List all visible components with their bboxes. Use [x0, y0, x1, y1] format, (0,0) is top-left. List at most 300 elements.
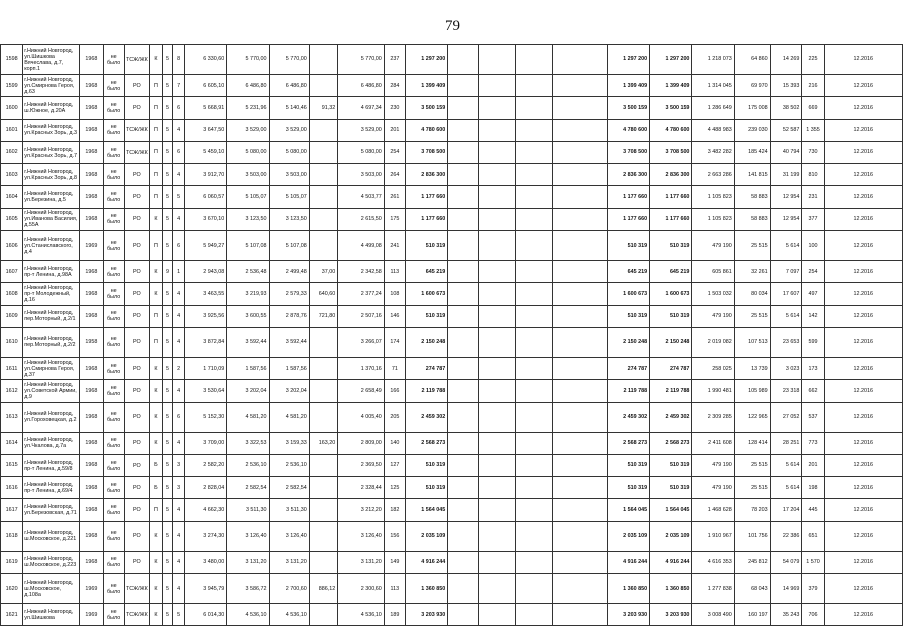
table-cell: 239 030: [734, 119, 770, 141]
table-cell: П: [150, 164, 163, 186]
table-cell: 5: [162, 186, 173, 208]
table-cell: 113: [384, 261, 405, 283]
table-cell: 377: [802, 208, 824, 230]
table-cell: 32 261: [734, 261, 770, 283]
table-cell: 1968: [80, 499, 103, 521]
table-cell: 2 035 109: [607, 521, 649, 551]
table-cell: 2 828,04: [184, 477, 226, 499]
table-cell: К: [150, 380, 163, 402]
table-cell: 5: [162, 477, 173, 499]
table-cell: 1 910 967: [692, 521, 734, 551]
table-cell: 510 319: [650, 305, 692, 327]
table-cell: 662: [802, 380, 824, 402]
table-cell: РО: [124, 97, 149, 119]
table-cell: 3 266,07: [338, 327, 385, 357]
table-cell: 5: [162, 574, 173, 604]
table-cell: г.Нижний Новгород, пр-т Ленина, д.69/4: [23, 477, 80, 499]
table-cell: [478, 164, 515, 186]
table-cell: 2 568 273: [405, 432, 447, 454]
table-cell: 1616: [1, 477, 23, 499]
table-cell: 3 203 930: [650, 604, 692, 626]
table-cell: 537: [802, 402, 824, 432]
table-cell: ТСЖ/ЖК: [124, 604, 149, 626]
table-cell: 1 710,09: [184, 357, 226, 379]
table-cell: 1968: [80, 75, 103, 97]
table-cell: [515, 521, 552, 551]
table-cell: [478, 97, 515, 119]
table-cell: 5 770,00: [227, 45, 269, 75]
table-cell: [552, 231, 607, 261]
table-cell: 5 614: [770, 305, 802, 327]
table-cell: 2 499,48: [269, 261, 309, 283]
table-cell: 1618: [1, 521, 23, 551]
table-cell: 12.2016: [824, 327, 902, 357]
table-cell: 1604: [1, 186, 23, 208]
table-cell: 2 369,50: [338, 454, 385, 476]
table-cell: 1608: [1, 283, 23, 305]
table-cell: П: [150, 97, 163, 119]
table-cell: 107 513: [734, 327, 770, 357]
table-cell: 3: [173, 454, 185, 476]
table-cell: [552, 402, 607, 432]
table-cell: 4: [173, 380, 185, 402]
table-cell: г.Нижний Новгород, ул.Смирнова Героя, д.37: [23, 357, 80, 379]
table-cell: 1 177 660: [405, 186, 447, 208]
table-cell: г.Нижний Новгород, ул.Шишкова: [23, 604, 80, 626]
table-row: [1, 499, 903, 521]
table-cell: не было: [103, 551, 124, 573]
table-cell: 4 780 600: [607, 119, 649, 141]
table-cell: 1 218 073: [692, 45, 734, 75]
table-cell: 3 131,20: [338, 551, 385, 573]
table-cell: 599: [802, 327, 824, 357]
table-cell: 1601: [1, 119, 23, 141]
table-cell: не было: [103, 186, 124, 208]
table-cell: 3 529,00: [269, 119, 309, 141]
table-cell: 3 647,50: [184, 119, 226, 141]
table-cell: 12.2016: [824, 551, 902, 573]
table-cell: г.Нижний Новгород, ул.Гороховецкая, д.2: [23, 402, 80, 432]
table-cell: 1968: [80, 305, 103, 327]
table-cell: 5 080,00: [227, 141, 269, 163]
table-row: [1, 231, 903, 261]
table-cell: 128 414: [734, 432, 770, 454]
table-cell: 22 386: [770, 521, 802, 551]
table-cell: 12.2016: [824, 164, 902, 186]
table-cell: [448, 327, 479, 357]
table-cell: [478, 357, 515, 379]
table-cell: [309, 604, 338, 626]
table-cell: [515, 604, 552, 626]
table-cell: [515, 283, 552, 305]
table-cell: 3: [173, 477, 185, 499]
table-cell: 12.2016: [824, 119, 902, 141]
table-cell: 100: [802, 231, 824, 261]
table-cell: 241: [384, 231, 405, 261]
table-cell: 201: [384, 119, 405, 141]
table-cell: [552, 75, 607, 97]
table-cell: г.Нижний Новгород, пер.Моторный, д.2/2: [23, 327, 80, 357]
table-cell: 3 500 159: [607, 97, 649, 119]
table-cell: 25 515: [734, 454, 770, 476]
table-cell: не было: [103, 499, 124, 521]
table-cell: [309, 499, 338, 521]
table-cell: [515, 261, 552, 283]
table-cell: 1 177 660: [650, 208, 692, 230]
table-cell: РО: [124, 305, 149, 327]
table-cell: г.Нижний Новгород, ул.Чкалова, д.7а: [23, 432, 80, 454]
table-cell: 101 756: [734, 521, 770, 551]
table-cell: 8: [173, 45, 185, 75]
table-cell: 1 360 850: [607, 574, 649, 604]
table-cell: 2 568 273: [650, 432, 692, 454]
table-cell: 479 190: [692, 477, 734, 499]
table-cell: 2 663 286: [692, 164, 734, 186]
table-cell: 1968: [80, 402, 103, 432]
table-cell: [448, 604, 479, 626]
table-cell: РО: [124, 164, 149, 186]
table-cell: г.Нижний Новгород, ш.Южное, д.20А: [23, 97, 80, 119]
table-cell: 510 319: [607, 231, 649, 261]
table-cell: 1 399 409: [607, 75, 649, 97]
table-cell: г.Нижний Новгород, ул.Советской Армии, д.9: [23, 380, 80, 402]
table-cell: РО: [124, 454, 149, 476]
table-cell: 2 582,20: [184, 454, 226, 476]
table-cell: [448, 499, 479, 521]
table-cell: г.Нижний Новгород, ул.Красных Зорь, д.8: [23, 164, 80, 186]
table-cell: 2 836 300: [650, 164, 692, 186]
table-cell: К: [150, 432, 163, 454]
table-cell: 1 297 200: [650, 45, 692, 75]
table-cell: 5: [173, 186, 185, 208]
table-cell: 4 662,30: [184, 499, 226, 521]
table-cell: 2 582,54: [269, 477, 309, 499]
table-cell: 510 319: [405, 231, 447, 261]
table-cell: [515, 119, 552, 141]
table-cell: 254: [384, 141, 405, 163]
table-cell: РО: [124, 208, 149, 230]
table-cell: 12.2016: [824, 477, 902, 499]
table-cell: 15 393: [770, 75, 802, 97]
table-cell: П: [150, 327, 163, 357]
table-cell: 2 507,16: [338, 305, 385, 327]
table-cell: 3 131,20: [227, 551, 269, 573]
table-cell: 1620: [1, 574, 23, 604]
table-cell: 3 202,04: [269, 380, 309, 402]
table-cell: 1613: [1, 402, 23, 432]
table-cell: [448, 75, 479, 97]
table-cell: 3 708 500: [405, 141, 447, 163]
table-cell: не было: [103, 261, 124, 283]
table-cell: 1598: [1, 45, 23, 75]
table-cell: 2 836 300: [607, 164, 649, 186]
table-cell: г.Нижний Новгород, ул.Станиславского, д.4: [23, 231, 80, 261]
table-cell: 7 097: [770, 261, 802, 283]
table-cell: 4 005,40: [338, 402, 385, 432]
table-cell: 274 787: [405, 357, 447, 379]
table-cell: [552, 261, 607, 283]
table-cell: 1968: [80, 45, 103, 75]
table-cell: 3 023: [770, 357, 802, 379]
table-cell: 1 600 673: [650, 283, 692, 305]
table-cell: 274 787: [607, 357, 649, 379]
table-cell: [478, 261, 515, 283]
table-row: [1, 432, 903, 454]
table-cell: 4: [173, 119, 185, 141]
table-cell: П: [150, 499, 163, 521]
table-cell: 1 570: [802, 551, 824, 573]
table-cell: 14 269: [770, 45, 802, 75]
table-cell: 1615: [1, 454, 23, 476]
table-cell: [478, 402, 515, 432]
table-cell: 12.2016: [824, 75, 902, 97]
table-cell: [448, 208, 479, 230]
table-cell: 6 605,10: [184, 75, 226, 97]
table-cell: 127: [384, 454, 405, 476]
table-cell: 4: [173, 327, 185, 357]
table-row: [1, 357, 903, 379]
table-body: [1, 45, 903, 626]
table-cell: 6 486,80: [338, 75, 385, 97]
table-cell: 1968: [80, 208, 103, 230]
table-cell: 3 872,84: [184, 327, 226, 357]
table-row: [1, 454, 903, 476]
table-row: [1, 477, 903, 499]
table-cell: 4 581,20: [227, 402, 269, 432]
table-cell: 5: [162, 208, 173, 230]
table-cell: 1607: [1, 261, 23, 283]
table-cell: 1 177 660: [405, 208, 447, 230]
table-cell: 5: [162, 305, 173, 327]
table-cell: К: [150, 604, 163, 626]
table-cell: 142: [802, 305, 824, 327]
table-cell: 12.2016: [824, 231, 902, 261]
table-cell: К: [150, 283, 163, 305]
table-cell: 166: [384, 380, 405, 402]
table-cell: 3 912,70: [184, 164, 226, 186]
table-cell: не было: [103, 305, 124, 327]
table-cell: [448, 97, 479, 119]
table-cell: 3 123,50: [227, 208, 269, 230]
table-cell: [309, 454, 338, 476]
table-cell: 140: [384, 432, 405, 454]
table-cell: не было: [103, 164, 124, 186]
table-cell: [552, 432, 607, 454]
table-cell: 1 286 649: [692, 97, 734, 119]
table-cell: 9: [162, 261, 173, 283]
table-cell: [448, 283, 479, 305]
table-cell: 1614: [1, 432, 23, 454]
table-cell: 12.2016: [824, 499, 902, 521]
table-row: [1, 305, 903, 327]
table-cell: г.Нижний Новгород, ул.Смирнова Героя, д.63: [23, 75, 80, 97]
table-cell: 4 536,10: [227, 604, 269, 626]
table-cell: П: [150, 305, 163, 327]
table-cell: [552, 477, 607, 499]
table-cell: 12.2016: [824, 521, 902, 551]
table-cell: [515, 499, 552, 521]
table-cell: [448, 305, 479, 327]
table-cell: 5 231,96: [227, 97, 269, 119]
table-cell: РО: [124, 551, 149, 573]
housing-register-table: [0, 44, 903, 626]
table-cell: 5 614: [770, 477, 802, 499]
table-cell: 2 342,58: [338, 261, 385, 283]
table-cell: 1 564 045: [405, 499, 447, 521]
table-cell: 284: [384, 75, 405, 97]
table-cell: [478, 574, 515, 604]
table-cell: 1 360 850: [405, 574, 447, 604]
table-cell: 3 202,04: [227, 380, 269, 402]
table-cell: ТСЖ/ЖК: [124, 141, 149, 163]
table-cell: 645 219: [607, 261, 649, 283]
table-cell: [478, 45, 515, 75]
table-cell: 122 965: [734, 402, 770, 432]
table-cell: 12.2016: [824, 432, 902, 454]
table-cell: 479 190: [692, 305, 734, 327]
table-cell: 2 536,48: [227, 261, 269, 283]
table-cell: [515, 186, 552, 208]
table-cell: П: [150, 141, 163, 163]
table-cell: 1619: [1, 551, 23, 573]
table-cell: г.Нижний Новгород, ул.Иванова Василия, д.55А: [23, 208, 80, 230]
table-cell: 3 203 930: [607, 604, 649, 626]
table-cell: [448, 402, 479, 432]
table-cell: 4: [173, 574, 185, 604]
table-cell: 2 658,49: [338, 380, 385, 402]
table-cell: 4 581,20: [269, 402, 309, 432]
table-cell: 510 319: [650, 477, 692, 499]
table-cell: не было: [103, 574, 124, 604]
table-cell: 773: [802, 432, 824, 454]
table-cell: 510 319: [650, 454, 692, 476]
table-cell: [478, 305, 515, 327]
table-cell: 4 916 244: [607, 551, 649, 573]
table-cell: 3 500 159: [650, 97, 692, 119]
table-cell: П: [150, 186, 163, 208]
table-cell: [552, 357, 607, 379]
table-cell: 810: [802, 164, 824, 186]
table-cell: [515, 380, 552, 402]
table-cell: 1 600 673: [607, 283, 649, 305]
table-cell: 3 203 930: [405, 604, 447, 626]
table-cell: 163,20: [309, 432, 338, 454]
table-row: [1, 574, 903, 604]
table-cell: 175 008: [734, 97, 770, 119]
table-cell: 4: [173, 521, 185, 551]
table-cell: [552, 45, 607, 75]
table-cell: 4 916 244: [650, 551, 692, 573]
table-cell: 6 330,60: [184, 45, 226, 75]
table-cell: РО: [124, 477, 149, 499]
table-cell: 5 949,27: [184, 231, 226, 261]
table-cell: 2 700,60: [269, 574, 309, 604]
table-cell: 379: [802, 574, 824, 604]
table-cell: 7: [173, 75, 185, 97]
table-cell: [309, 119, 338, 141]
table-cell: [552, 454, 607, 476]
table-cell: [552, 97, 607, 119]
table-cell: [478, 454, 515, 476]
table-cell: [309, 231, 338, 261]
table-cell: 2 150 248: [650, 327, 692, 357]
table-cell: [515, 454, 552, 476]
table-cell: 1599: [1, 75, 23, 97]
table-cell: 510 319: [405, 454, 447, 476]
table-cell: К: [150, 357, 163, 379]
table-cell: 1609: [1, 305, 23, 327]
table-cell: 1 277 838: [692, 574, 734, 604]
table-cell: 4: [173, 551, 185, 573]
table-cell: РО: [124, 186, 149, 208]
table-cell: 58 883: [734, 186, 770, 208]
table-cell: 173: [802, 357, 824, 379]
table-cell: 2 878,76: [269, 305, 309, 327]
table-cell: 2 536,10: [269, 454, 309, 476]
table-cell: 2 019 082: [692, 327, 734, 357]
table-cell: [552, 499, 607, 521]
table-cell: 1 399 409: [405, 75, 447, 97]
table-cell: РО: [124, 499, 149, 521]
table-cell: РО: [124, 231, 149, 261]
table-cell: 3 126,40: [338, 521, 385, 551]
table-cell: 1968: [80, 261, 103, 283]
table-cell: 479 190: [692, 231, 734, 261]
table-cell: 3 709,00: [184, 432, 226, 454]
table-cell: 1: [173, 261, 185, 283]
table-cell: не было: [103, 283, 124, 305]
table-cell: [478, 119, 515, 141]
table-cell: 3 925,56: [184, 305, 226, 327]
table-cell: ТСЖ/ЖК: [124, 574, 149, 604]
table-cell: 25 515: [734, 231, 770, 261]
table-cell: 6 014,30: [184, 604, 226, 626]
table-cell: 108: [384, 283, 405, 305]
table-cell: 12.2016: [824, 208, 902, 230]
table-cell: 1606: [1, 231, 23, 261]
table-cell: Б: [150, 454, 163, 476]
table-cell: 2 459 302: [607, 402, 649, 432]
table-cell: 1 314 045: [692, 75, 734, 97]
table-cell: 2: [173, 357, 185, 379]
table-cell: 6 486,80: [227, 75, 269, 97]
table-cell: [552, 380, 607, 402]
table-row: [1, 521, 903, 551]
table-cell: [448, 261, 479, 283]
page-number: 79: [445, 18, 460, 34]
table-cell: 182: [384, 499, 405, 521]
table-cell: 146: [384, 305, 405, 327]
table-cell: не было: [103, 604, 124, 626]
table-cell: 105 989: [734, 380, 770, 402]
table-cell: 5: [162, 380, 173, 402]
table-cell: 2 568 273: [607, 432, 649, 454]
table-cell: 4 503,77: [338, 186, 385, 208]
table-cell: К: [150, 521, 163, 551]
table-cell: 2 836 300: [405, 164, 447, 186]
table-cell: 189: [384, 604, 405, 626]
table-cell: 1 177 660: [650, 186, 692, 208]
table-cell: 1 503 032: [692, 283, 734, 305]
table-row: [1, 380, 903, 402]
table-cell: не было: [103, 75, 124, 97]
table-cell: 3 945,79: [184, 574, 226, 604]
table-cell: [515, 327, 552, 357]
table-cell: [309, 164, 338, 186]
table-cell: 1968: [80, 119, 103, 141]
table-cell: 3 529,00: [227, 119, 269, 141]
table-cell: 261: [384, 186, 405, 208]
